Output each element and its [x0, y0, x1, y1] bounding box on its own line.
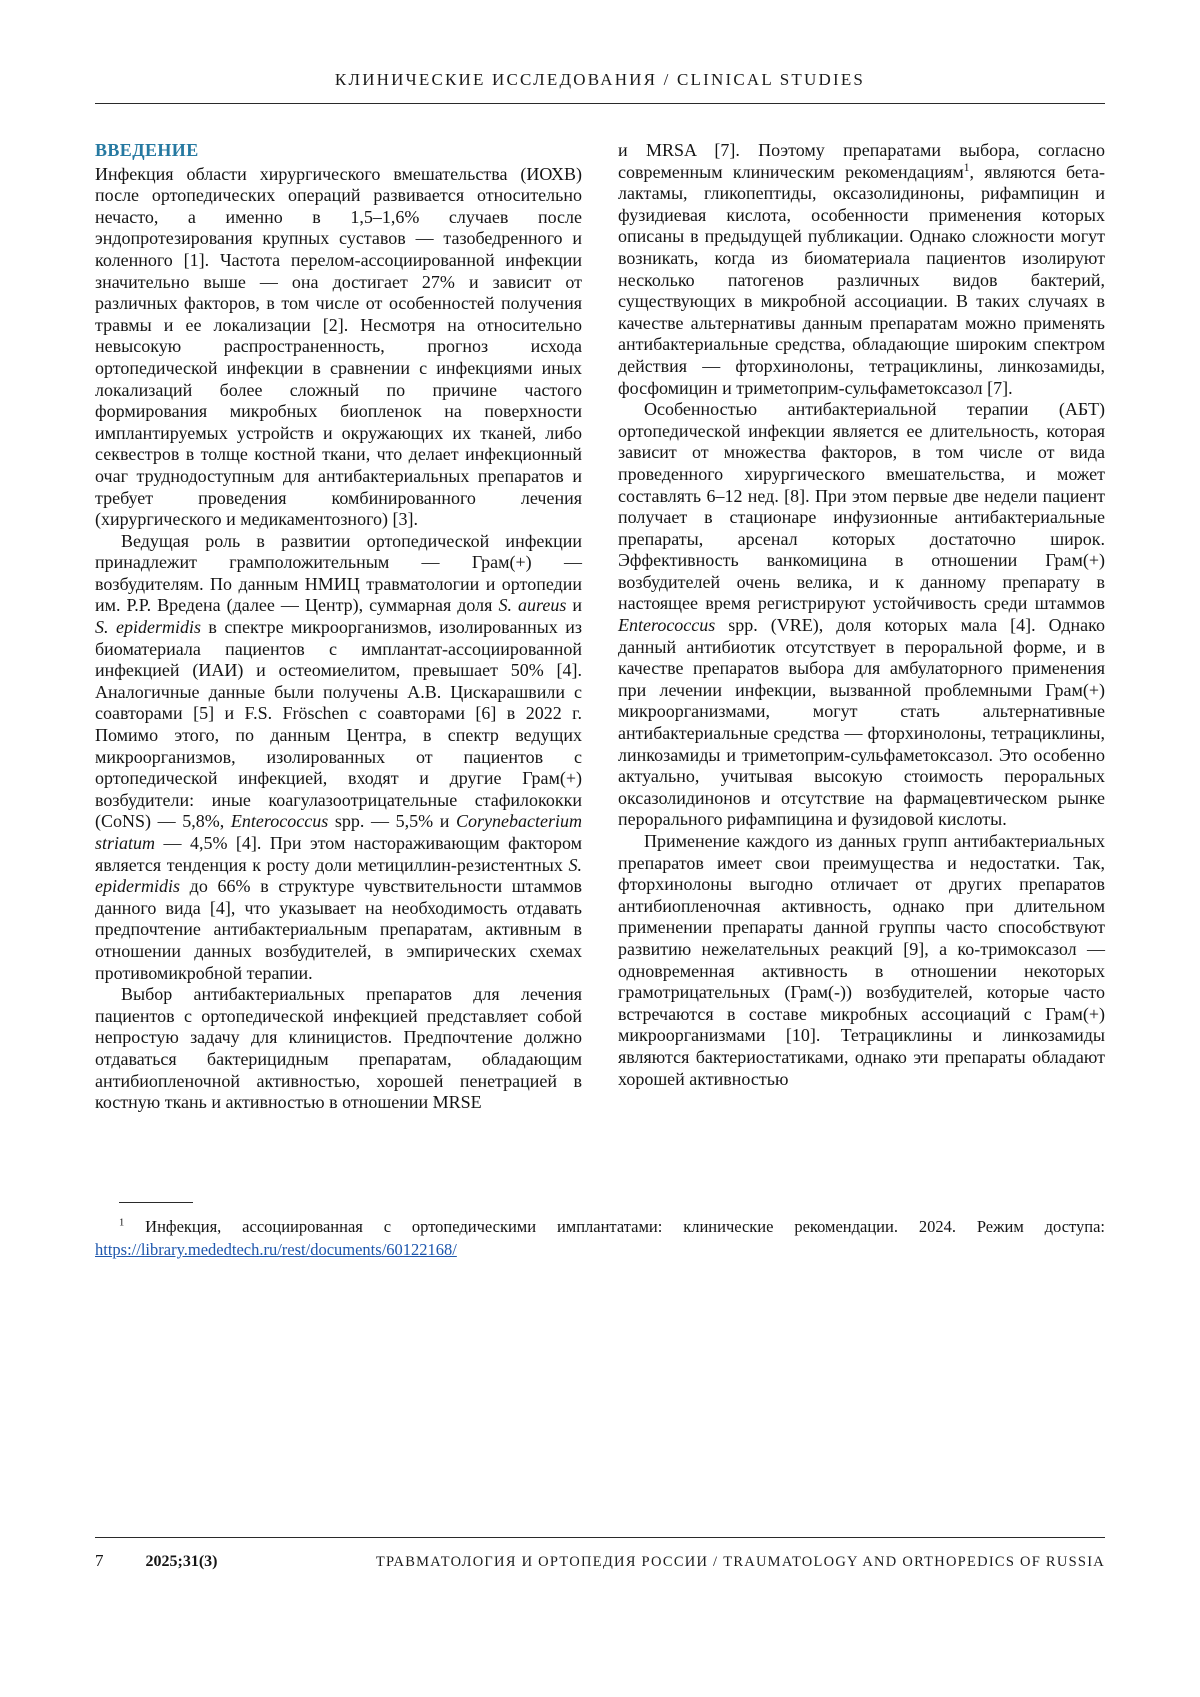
paragraph: Применение каждого из данных групп антибактериальных препаратов имеет свои преимущества и недостатки. Так, фторхинолоны выгодно отличает от других препаратов антибиопленочная активность, однако при длительном применении препараты данной группы часто способствуют развитию нежелательных реакций [9], а ко-тримоксазол — одновременная активность в отношении некоторых грамотрицательных (Грам(-)) возбудителей, которые часто встречаются в составе микробных ассоциаций с Грам(+) микроорганизмами [10]. Тетрациклины и линкозамиды являются бактериостатиками, однако эти препараты обладают хорошей активностью	[618, 831, 1105, 1089]
italic-term: Enterococcus	[230, 811, 329, 832]
paragraph: Особенностью антибактериальной терапии (АБТ) ортопедической инфекции является ее длительность, которая зависит от множества факторов, в том числе от вида проведенного хирургического вмешательства, и может составлять 6–12 нед. [8]. При этом первые две недели пациент получает в стационаре инфузионные антибактериальные препараты, арсенал которых достаточно широк. Эффективность ванкомицина в отношении Грам(+) возбудителей очень велика, и к данному препарату в настоящее время регистрируют устойчивость среди штаммов Enterococcus spp. (VRE), доля которых мала [4]. Однако данный антибиотик отсутствует в пероральной форме, и в качестве препаратов выбора для амбулаторного применения при лечении инфекции, вызванной проблемными Грам(+) микроорганизмами, могут стать альтернативные антибактериальные средства — фторхинолоны, тетрациклины, линкозамиды и триметоприм-сульфаметоксазол. Это особенно актуально, учитывая высокую стоимость пероральных оксазолидинонов и отсутствие на фармацевтическом рынке перорального рифампицина и фузидовой кислоты.	[618, 399, 1105, 830]
header-rule	[95, 103, 1105, 104]
italic-term: S. epidermidis	[95, 617, 201, 638]
inline-link[interactable]: https://library.mededtech.ru/rest/documents/60122168/	[95, 1239, 457, 1259]
italic-term: Corynebacterium striatum	[95, 811, 582, 853]
paragraph: Инфекция области хирургического вмешательства (ИОХВ) после ортопедических операций развивается относительно нечасто, а именно в 1,5–1,6% случаев после эндопротезирования крупных суставов — тазобедренного и коленного [1]. Частота перелом-ассоциированной инфекции значительно выше — она достигает 27% и зависит от различных факторов, в том числе от особенностей получения травмы и ее локализации [2]. Несмотря на относительно невысокую распространенность, прогноз исхода ортопедической инфекции в сравнении с инфекциями иных локализаций более сложный по причине частого формирования микробных биопленок на поверхности имплантируемых устройств и окружающих их тканей, либо секвестров в толще костной ткани, что делает инфекционный очаг труднодоступным для антибактериальных препаратов и требует проведения комбинированного лечения (хирургического и медикаментозного) [3].	[95, 163, 582, 530]
footer-rule	[95, 1537, 1105, 1538]
running-head: КЛИНИЧЕСКИЕ ИССЛЕДОВАНИЯ / CLINICAL STUDIES	[334, 70, 866, 89]
paragraph: Ведущая роль в развитии ортопедической инфекции принадлежит грамположительным — Грам(+) — возбудителям. По данным НМИЦ травматологии и ортопедии им. Р.Р. Вредена (далее — Центр), суммарная доля S. aureus и S. epidermidis в спектре микроорганизмов, изолированных из биоматериала пациентов с имплантат-ассоциированной инфекцией (ИАИ) и остеомиелитом, превышает 50% [4]. Аналогичные данные были получены А.В. Цискарашвили с соавторами [5] и F.S. Fröschen с соавторами [6] в 2022 г. Помимо этого, по данным Центра, в спектр ведущих микроорганизмов, изолированных от пациентов с ортопедической инфекцией, входят и другие Грам(+) возбудители: иные коагулазоотрицательные стафилококки (CoNS) — 5,8%, Enterococcus spp. — 5,5% и Corynebacterium striatum — 4,5% [4]. При этом настораживающим фактором является тенденция к росту доли метициллин-резистентных S. epidermidis до 66% в структуре чувствительности штаммов данного вида [4], что указывает на необходимость отдавать предпочтение антибактериальным препаратам, активным в отношении данных возбудителей, в эмпирических схемах противомикробной терапии.	[95, 530, 583, 983]
italic-term: S. aureus	[498, 595, 567, 616]
issue-info: 2025;31(3)	[145, 1553, 218, 1570]
italic-term: S. epidermidis	[95, 854, 582, 897]
article-body	[95, 140, 1105, 1114]
page-footer	[95, 1537, 1105, 1571]
italic-term: Enterococcus	[618, 615, 716, 636]
footnote: $^1$ Инфекция, ассоциированная с ортопедическими имплантатами: клинические рекомендации. 2024. Режим доступа: https://library.mededtech.ru/rest/documents/60122168/	[95, 1216, 1105, 1259]
footnote-separator	[119, 1202, 193, 1203]
paragraph: и MRSA [7]. Поэтому препаратами выбора, согласно современным клиническим рекомендациям$^1$, являются бета-лактамы, гликопептиды, оксазолидиноны, рифампицин и фузидиевая кислота, особенности применения которых описаны в предыдущей публикации. Однако сложности могут возникать, когда из биоматериала пациентов изолируют несколько патогенов различных видов бактерий, существующих в микробной ассоциации. В таких случаях в качестве альтернативы данным препаратам можно применять антибактериальные средства, обладающие широким спектром действия — фторхинолоны, тетрациклины, линкозамиды, фосфомицин и триметоприм-сульфаметоксазол [7].	[618, 140, 1105, 398]
column-left	[95, 140, 582, 1114]
paragraph: Выбор антибактериальных препаратов для лечения пациентов с ортопедической инфекцией представляет собой непростую задачу для клиницистов. Предпочтение должно отдаваться бактерицидным препаратам, обладающим антибиопленочной активностью, хорошей пенетрацией в костную ткань и активностью в отношении MRSE	[95, 984, 582, 1113]
footer-row	[95, 1551, 1105, 1571]
page-number: 7	[95, 1551, 104, 1570]
superscript-marker: 1	[963, 161, 970, 174]
superscript-marker: 1	[119, 1217, 125, 1229]
section-title: ВВЕДЕНИЕ	[95, 140, 199, 160]
journal-title: ТРАВМАТОЛОГИЯ И ОРТОПЕДИЯ РОССИИ / TRAUMATOLOGY AND ORTHOPEDICS OF RUSSIA	[375, 1554, 1105, 1570]
column-right	[618, 140, 1105, 1114]
